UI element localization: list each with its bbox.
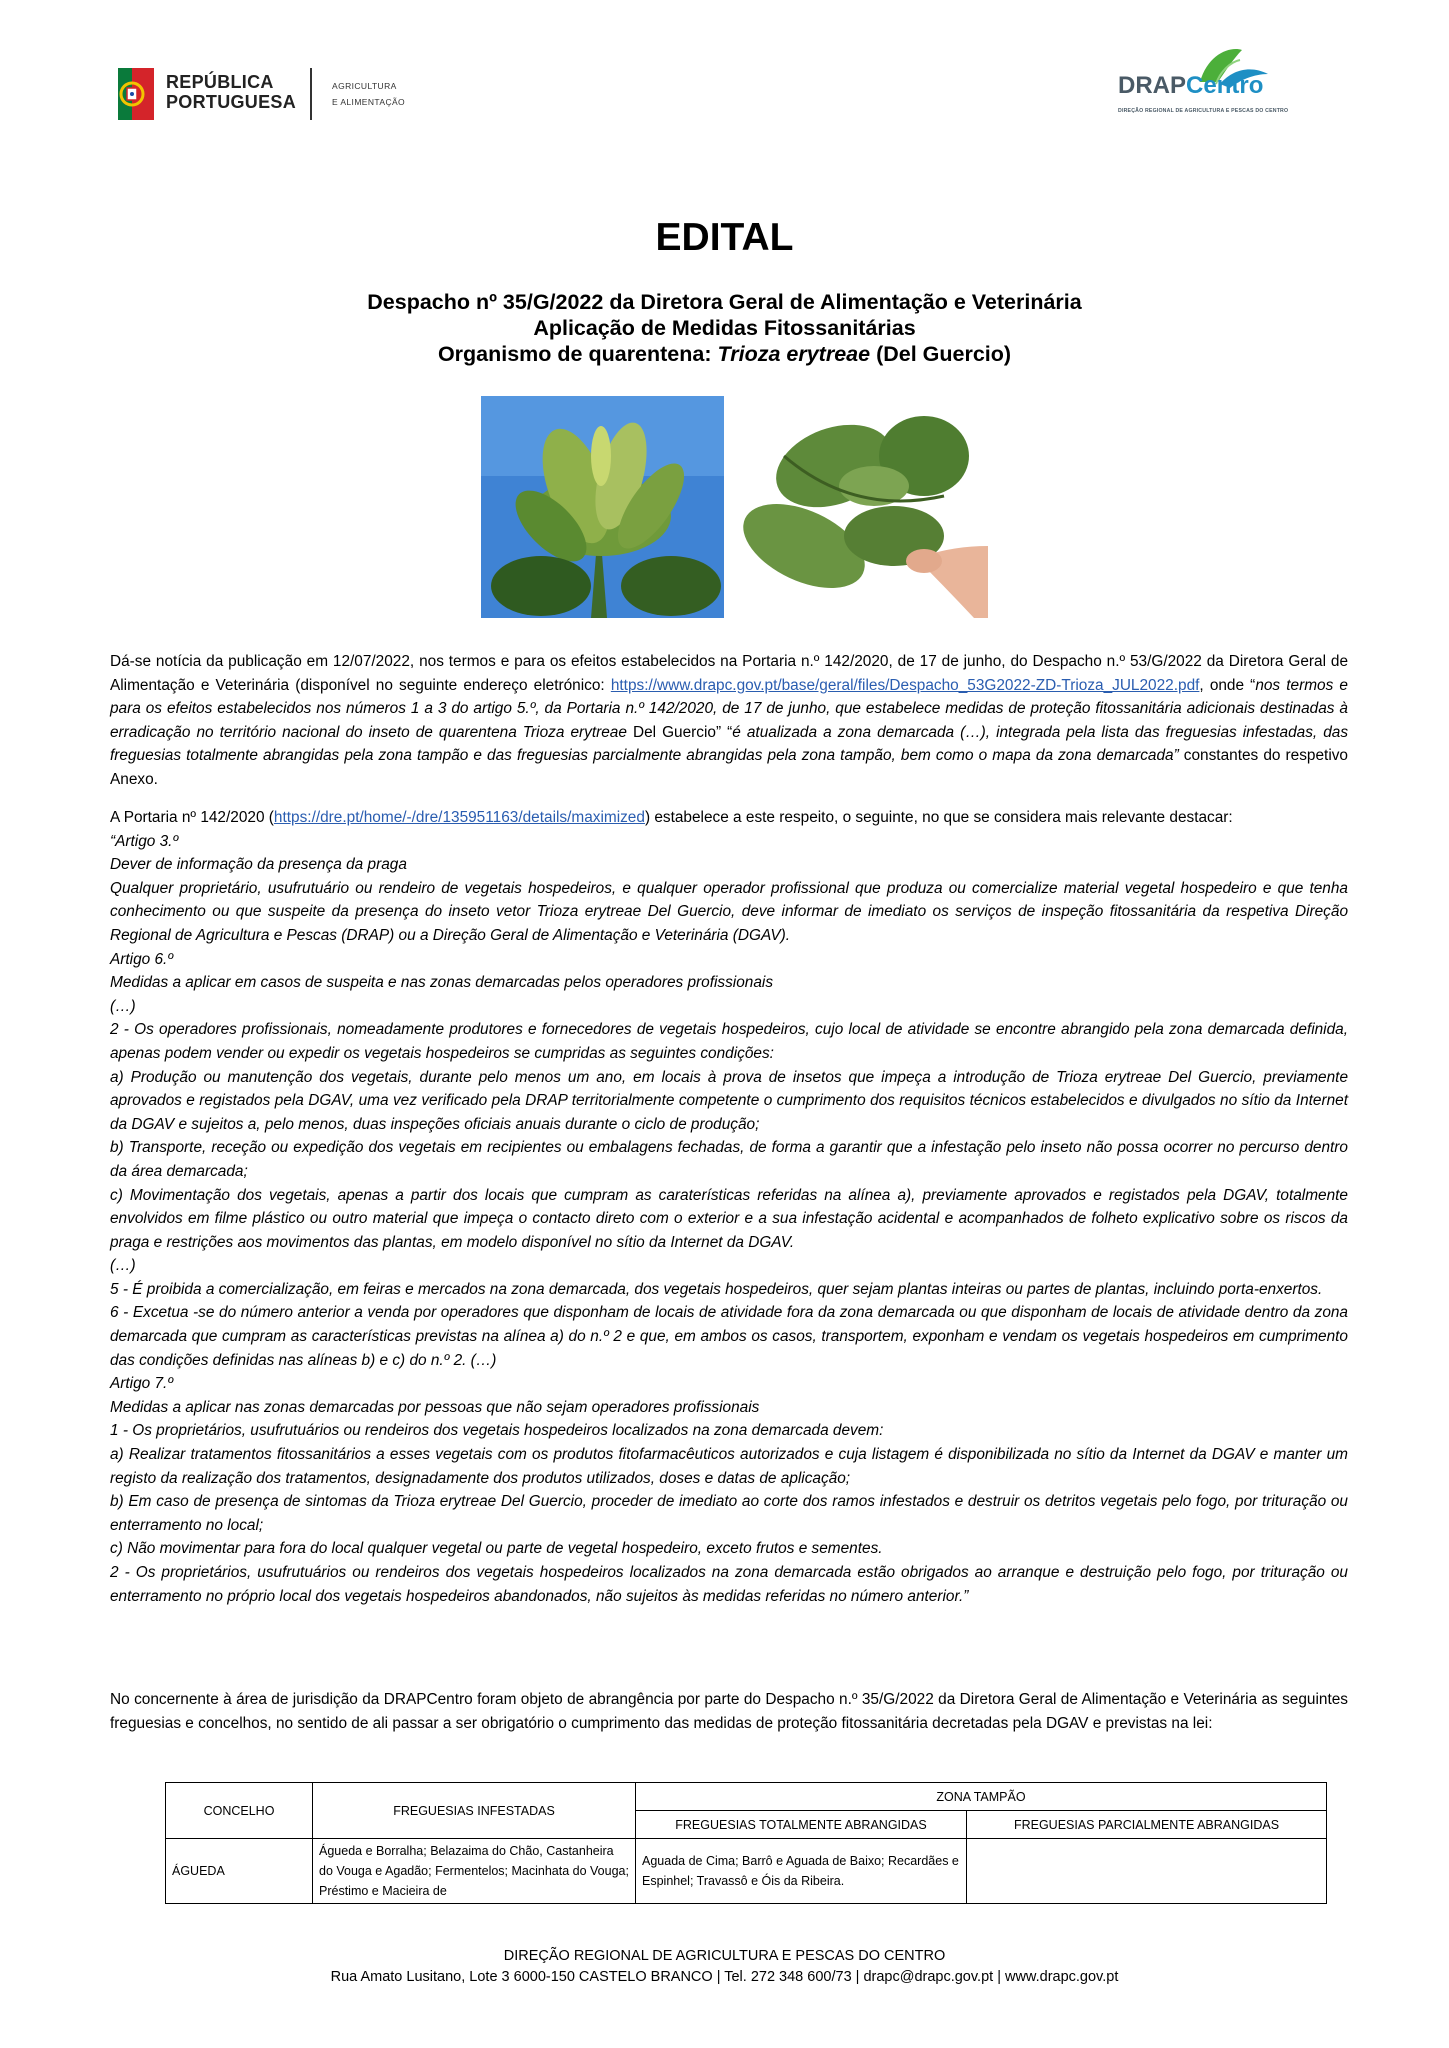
quote-line: c) Não movimentar para fora do local qualquer vegetal ou parte de vegetal hospedeiro, exceto frutos e sementes. — [110, 1540, 883, 1558]
portaria-section — [110, 806, 1348, 1608]
table-row — [166, 1839, 1327, 1904]
quote-line: Dever de informação da presença da praga — [110, 856, 407, 874]
quote-line: b) Em caso de presença de sintomas da Trioza erytreae Del Guercio, proceder de imediato ao corte dos ramos infestados e destruir os detritos vegetais pelo fogo, por trituração ou enterramento no local; — [110, 1493, 1348, 1534]
jurisdiction-text: No concernente à área de jurisdição da DRAPCentro foram objeto de abrangência por parte do Despacho n.º 35/G/2022 da Diretora Geral de Alimentação e Veterinária as seguintes freguesias e concelhos, no sentido de ali passar a ser obrigatório o cumprimento das medidas de proteção fitossanitária decretadas pela DGAV e previstas na lei: — [110, 1691, 1348, 1732]
jurisdiction-paragraph — [110, 1688, 1348, 1735]
intro-text-1: Dá-se notícia da publicação em 12/07/2022, nos termos e para os efeitos estabelecidos na Portaria n.º 142/2020, de 17 de junho, do Despacho n.º 53/G/2022 da Diretora Geral de Alimentação e Veterinária (disponível no seguinte endereço eletrónico: — [110, 653, 1348, 694]
quote-line: “Artigo 3.º — [110, 832, 179, 850]
photo-curled-leaves — [724, 396, 988, 618]
drap-full-name: DIREÇÃO REGIONAL DE AGRICULTURA E PESCAS DO CENTRO — [1118, 108, 1289, 114]
republica-portuguesa-logo — [118, 66, 418, 126]
subtitle-organismo — [0, 342, 1449, 367]
quote-line: (…) — [110, 997, 136, 1015]
gov-line2: PORTUGUESA — [166, 92, 297, 112]
quote-line: 2 - Os proprietários, usufrutuários ou rendeiros dos vegetais hospedeiros localizados na zona demarcada estão obrigados ao arranque e destruição pelo fogo, por trituração ou enterramento no próprio local dos vegetais hospedeiros abandonados, não sujeitos às medidas referidas no número anterior.” — [110, 1564, 1348, 1605]
quote-line: Artigo 6.º — [110, 950, 173, 968]
intro-text-2: , onde “ — [1199, 676, 1256, 694]
quote-line: Artigo 7.º — [110, 1375, 173, 1393]
drap-suffix: Centro — [1186, 72, 1264, 99]
intro-quote-1: nos termos e para os efeitos estabelecidos nos números 1 a 3 do artigo 5.º, da Portaria n.º 142/2020, de 17 de junho, que estabelece medidas de proteção fitossanitária adicionais destinadas à erradicação no território nacional do inseto de quarentena Trioza erytreae — [110, 676, 1348, 741]
ministry-label — [332, 78, 405, 110]
quote-line: 2 - Os operadores profissionais, nomeadamente produtores e fornecedores de vegetais hospedeiros, cujo local de atividade se encontre abrangido pela zona demarcada definida, apenas podem vender ou expedir os vegetais hospedeiros se cumpridas as seguintes condições: — [110, 1021, 1348, 1062]
quote-line: c) Movimentação dos vegetais, apenas a partir dos locais que cumpram as caraterísticas referidas na alínea a), previamente aprovados e registados pela DGAV, totalmente envolvidos em filme plástico ou outro material que impeça o contacto direto com o exterior e a sua infestação acidental e acompanhados de folheto explicativo sobre os riscos da praga e restrições aos movimentos das plantas, em modelo disponível no sítio da Internet da DGAV. — [110, 1186, 1348, 1251]
subtitle-despacho: Despacho nº 35/G/2022 da Diretora Geral de Alimentação e Veterinária — [367, 290, 1082, 314]
cell-infestadas: Águeda e Borralha; Belazaima do Chão, Castanheira do Vouga e Agadão; Fermentelos; Macinhata do Vouga; Préstimo e Macieira de — [313, 1839, 636, 1904]
page-title: EDITAL — [655, 216, 794, 259]
portaria-dre-link[interactable]: https://dre.pt/home/-/dre/135951163/details/maximized — [273, 809, 645, 826]
cell-totalmente: Aguada de Cima; Barrô e Aguada de Baixo; Recardães e Espinhel; Travassô e Óis da Ribeira. — [636, 1839, 967, 1904]
cell-parcialmente — [967, 1839, 1327, 1904]
gov-line1: REPÚBLICA — [166, 72, 274, 92]
quote-line: 1 - Os proprietários, usufrutuários ou rendeiros dos vegetais hospedeiros localizados na zona demarcada devem: — [110, 1422, 884, 1440]
ministry-line2: E ALIMENTAÇÃO — [332, 97, 406, 107]
leaves-photo-illustration — [724, 396, 988, 618]
republica-portuguesa-text — [166, 72, 296, 112]
plant-photo-illustration — [481, 396, 725, 618]
drap-prefix: DRAP — [1118, 72, 1187, 99]
organismo-suffix: (Del Guercio) — [870, 342, 1012, 366]
freguesias-table — [165, 1782, 1327, 1904]
ministry-line1: AGRICULTURA — [332, 81, 397, 91]
drap-centro-wordmark — [1118, 72, 1263, 100]
quote-line: a) Realizar tratamentos fitossanitários a esses vegetais com os produtos fitofarmacêuticos autorizados e cuja listagem é disponibilizada no sítio da Internet da DGAV e manter um registo da realização dos tratamentos, designadamente dos produtos utilizados, doses e datas de aplicação; — [110, 1446, 1348, 1487]
drap-centro-logo — [1118, 44, 1348, 124]
cell-concelho: ÁGUEDA — [166, 1839, 313, 1904]
footer-org-name: DIREÇÃO REGIONAL DE AGRICULTURA E PESCAS DO CENTRO — [503, 1948, 946, 1964]
intro-text-4: constantes do respetivo Anexo. — [110, 747, 1348, 788]
portaria-text-2: ) estabelece a este respeito, o seguinte, no que se considera mais relevante destacar: — [644, 809, 1233, 826]
portaria-text-1: A Portaria nº 142/2020 ( — [110, 809, 274, 826]
organismo-prefix: Organismo de quarentena: — [437, 342, 718, 366]
quote-line: 5 - É proibida a comercialização, em feiras e mercados na zona demarcada, dos vegetais hospedeiros, quer sejam plantas inteiras ou partes de plantas, incluindo porta-enxertos. — [110, 1280, 1323, 1298]
quote-line: Medidas a aplicar nas zonas demarcadas por pessoas que não sejam operadores profissionais — [110, 1398, 760, 1416]
portugal-emblem-icon — [118, 68, 154, 120]
quote-line: Medidas a aplicar em casos de suspeita e nas zonas demarcadas pelos operadores profissionais — [110, 974, 774, 992]
col-concelho: CONCELHO — [166, 1783, 313, 1839]
photo-infested-plant — [481, 396, 725, 618]
portaria-quote — [110, 830, 1348, 1609]
col-zona-tampao: ZONA TAMPÃO — [636, 1783, 1327, 1811]
subtitle-medidas: Aplicação de Medidas Fitossanitárias — [533, 316, 916, 340]
quote-line: b) Transporte, receção ou expedição dos vegetais em recipientes ou embalagens fechadas, de forma a garantir que a infestação pelo inseto não possa ocorrer no percurso dentro da área demarcada; — [110, 1139, 1348, 1180]
logo-divider — [310, 68, 312, 120]
quote-line: a) Produção ou manutenção dos vegetais, durante pelo menos um ano, em locais à prova de insetos que impeça a introdução de Trioza erytreae Del Guercio, previamente aprovados e registados pela DGAV, uma vez verificado pela DRAP territorialmente competente o cumprimento dos requisitos técnicos estabelecidos e divulgados no sítio da Internet da DGAV e sujeitos a, pelo menos, duas inspeções oficiais anuais durante o ciclo de produção; — [110, 1068, 1348, 1133]
col-parcialmente: FREGUESIAS PARCIALMENTE ABRANGIDAS — [967, 1811, 1327, 1839]
organismo-species: Trioza erytreae — [717, 342, 871, 366]
intro-text-3: Del Guercio” “ — [626, 723, 733, 741]
intro-paragraph — [110, 650, 1348, 792]
quote-line: 6 - Excetua -se do número anterior a venda por operadores que disponham de locais de atividade fora da zona demarcada ou que disponham de locais de atividade dentro da zona demarcada que cumpram as características previstas na alínea a) do n.º 2 e que, em ambos os casos, transportem, exponham e vendam os vegetais hospedeiros em cumprimento das condições definidas nas alíneas b) e c) do n.º 2. (…) — [110, 1304, 1348, 1369]
quote-line: Qualquer proprietário, usufrutuário ou rendeiro de vegetais hospedeiros, e qualquer operador profissional que produza ou comercialize material vegetal hospedeiro e que tenha conhecimento ou que suspeite da presença do inseto vetor Trioza erytreae Del Guercio, deve informar de imediato os serviços de inspeção fitossanitária da respetiva Direção Regional de Agricultura e Pescas (DRAP) ou a Direção Geral de Alimentação e Veterinária (DGAV). — [110, 879, 1348, 944]
col-totalmente: FREGUESIAS TOTALMENTE ABRANGIDAS — [636, 1811, 967, 1839]
intro-quote-2: é atualizada a zona demarcada (…), integrada pela lista das freguesias infestadas, das freguesias totalmente abrangidas pela zona tampão e das freguesias parcialmente abrangidas pela zona tampão, bem como o mapa da zona demarcada” — [110, 723, 1349, 765]
despacho-pdf-link[interactable]: https://www.drapc.gov.pt/base/geral/files/Despacho_53G2022-ZD-Trioza_JUL2022.pdf — [610, 676, 1200, 694]
footer-contacts: Rua Amato Lusitano, Lote 3 6000-150 CASTELO BRANCO | Tel. 272 348 600/73 | drapc@drapc.gov.pt | www.drapc.gov.pt — [330, 1969, 1119, 1985]
quote-line: (…) — [110, 1257, 136, 1275]
col-infestadas: FREGUESIAS INFESTADAS — [313, 1783, 636, 1839]
